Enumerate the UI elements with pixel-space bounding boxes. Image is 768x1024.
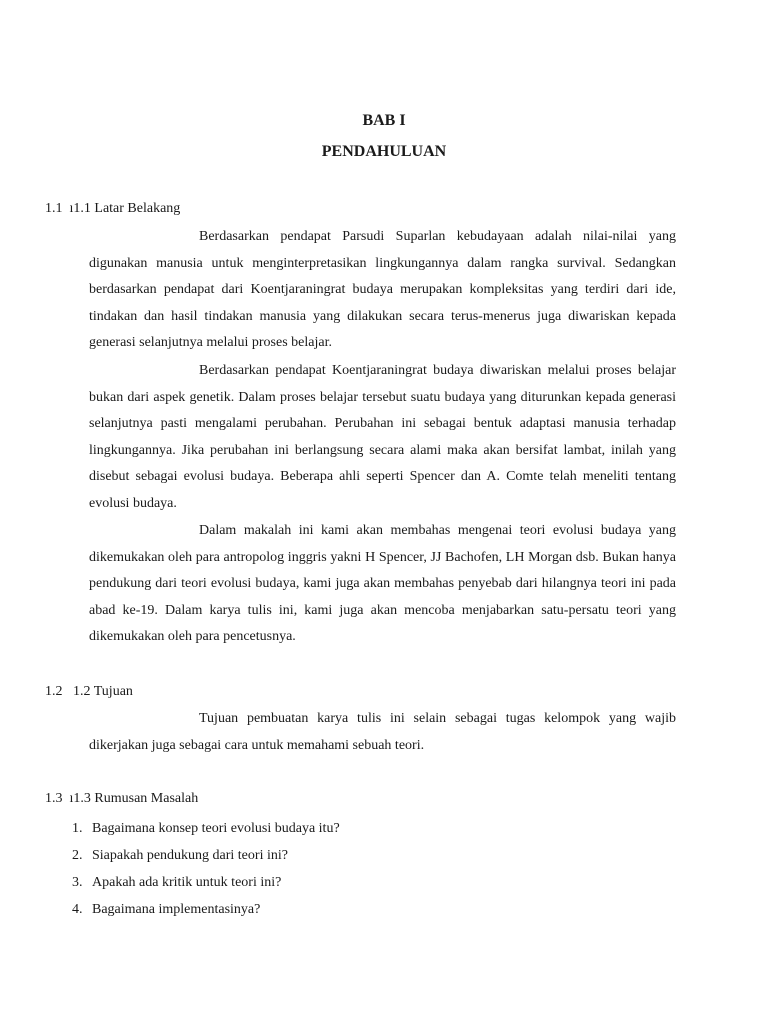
section-heading-rumusan-masalah: 1.3 ı1.3 Rumusan Masalah [45,791,199,806]
list-item [72,819,340,846]
list-item-number: 4. [72,902,83,917]
list-item-text: Bagaimana konsep teori evolusi budaya itu? [92,821,340,836]
paragraph-latar-belakang-2: Berdasarkan pendapat Koentjaraningrat budaya diwariskan melalui proses belajar bukan dari aspek genetik. Dalam proses belajar tersebut suatu budaya yang diturunkan kepada generasi selanjutnya pasti mengalami perubahan. Perubahan ini sebagai bentuk adaptasi manusia terhadap lingkungannya. Jika perubahan ini berlangsung secara alami maka akan bersifat lambat, inilah yang disebut sebagai evolusi budaya. Beberapa ahli seperti Spencer dan A. Comte telah meneliti tentang evolusi budaya. [89,363,676,511]
list-item [72,873,340,900]
paragraph-latar-belakang-3: Dalam makalah ini kami akan membahas mengenai teori evolusi budaya yang dikemukakan oleh para antropolog inggris yakni H Spencer, JJ Bachofen, LH Morgan dsb. Bukan hanya pendukung dari teori evolusi budaya, kami juga akan membahas penyebab dari hilangnya teori ini pada abad ke-19. Dalam karya tulis ini, kami juga akan mencoba menjabarkan satu-persatu teori yang dikemukakan oleh para pencetusnya. [89,523,676,645]
list-item-number: 2. [72,848,83,863]
section-heading-latar-belakang: 1.1 ı1.1 Latar Belakang [45,201,181,216]
list-item-text: Apakah ada kritik untuk teori ini? [92,875,282,890]
list-item-number: 1. [72,821,83,836]
rumusan-masalah-list [72,819,340,927]
list-item-text: Bagaimana implementasinya? [92,902,261,917]
chapter-title: PENDAHULUAN [321,143,447,160]
section-heading-tujuan: 1.2 1.2 Tujuan [45,684,133,699]
paragraph-latar-belakang-1: Berdasarkan pendapat Parsudi Suparlan kebudayaan adalah nilai-nilai yang digunakan manusia untuk menginterpretasikan lingkungannya dalam rangka survival. Sedangkan berdasarkan pendapat dari Koentjaraningrat budaya merupakan kompleksitas yang terdiri dari ide, tindakan dan hasil tindakan manusia yang dilakukan secara terus-menerus juga diwariskan kepada generasi selanjutnya melalui proses belajar. [89,229,676,351]
chapter-label: BAB I [362,112,406,129]
list-item [72,900,340,927]
paragraph-tujuan: Tujuan pembuatan karya tulis ini selain sebagai tugas kelompok yang wajib dikerjakan juga sebagai cara untuk memahami sebuah teori. [89,711,676,753]
list-item-number: 3. [72,875,83,890]
list-item-text: Siapakah pendukung dari teori ini? [92,848,288,863]
list-item [72,846,340,873]
